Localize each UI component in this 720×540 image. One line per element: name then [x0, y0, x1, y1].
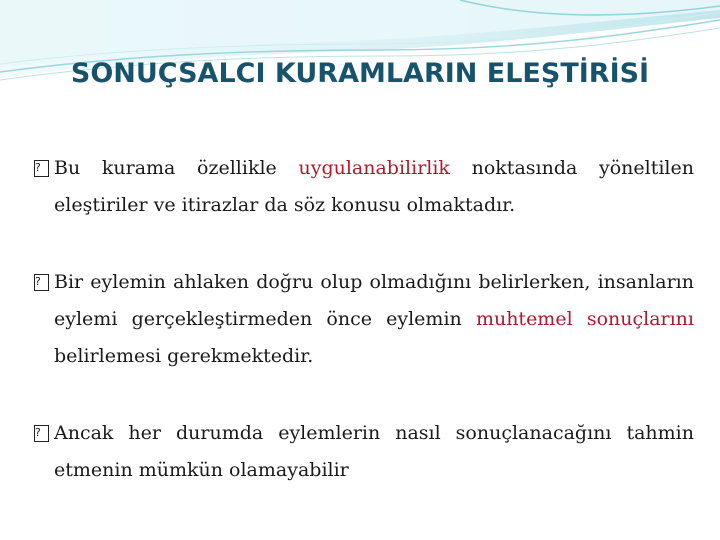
bullet-text: belirlemesi gerekmektedir. [54, 345, 314, 367]
slide-title: SONUÇSALCI KURAMLARIN ELEŞTİRİSİ [70, 58, 650, 89]
missing-glyph-box-icon [34, 160, 49, 177]
missing-glyph-box-icon [34, 274, 49, 291]
bullet-item [34, 150, 694, 224]
missing-glyph-box-icon [34, 425, 49, 442]
bullet-item [34, 264, 694, 375]
bullet-item [34, 415, 694, 489]
highlighted-term: muhtemel sonuçlarını [475, 308, 694, 330]
highlighted-term: uygulanabilirlik [298, 157, 450, 179]
slide-body [34, 150, 694, 489]
bullet-text: Bu kurama özellikle [54, 157, 299, 179]
bullet-text: Bir eylemin ahlaken doğru olup olmadığını belirlerken, insanların eylemi gerçekleştirmeden önce eylemin [54, 271, 694, 330]
bullet-text: Ancak her durumda eylemlerin nasıl sonuçlanacağını tahmin etmenin mümkün olamayabilir [54, 422, 694, 481]
bullet-text: noktasında yöneltilen eleştiriler ve itirazlar da söz konusu olmaktadır. [54, 157, 694, 216]
